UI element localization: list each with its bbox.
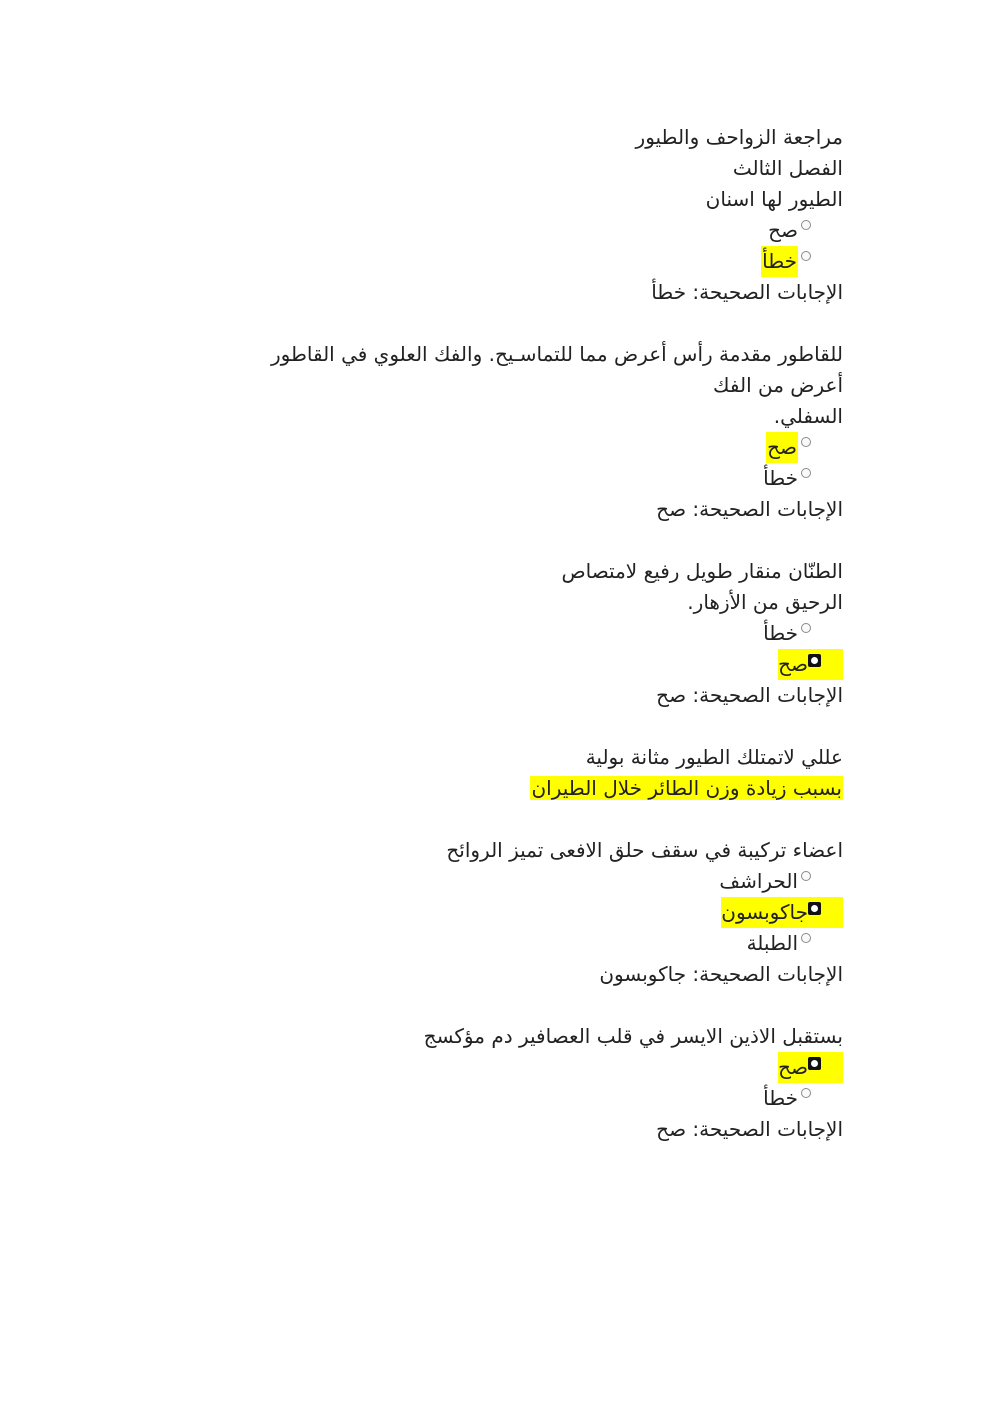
selected-option-highlight	[778, 649, 843, 680]
correct-answer: الإجابات الصحيحة: جاكوبسون	[599, 962, 843, 986]
question-text: السفلي.	[773, 404, 843, 428]
question-text: للقاطور مقدمة رأس أعرض مما للتماسـيح. والفك العلوي في القاطور	[270, 342, 843, 366]
radio-icon[interactable]	[801, 437, 811, 447]
question-1	[143, 184, 843, 308]
radio-checked-icon[interactable]	[808, 1057, 821, 1070]
question-text: اعضاء تركيبة في سقف حلق الافعى تميز الروائح	[446, 838, 843, 862]
document-title: مراجعة الزواحف والطيور	[635, 125, 843, 149]
radio-icon[interactable]	[801, 468, 811, 478]
option-label: خطأ	[763, 621, 798, 645]
option-label: خطأ	[761, 246, 798, 277]
option-false[interactable]	[143, 1083, 843, 1114]
written-answer-text: بسبب زيادة وزن الطائر خلال الطيران	[531, 776, 842, 800]
question-5	[143, 835, 843, 990]
option-true[interactable]	[143, 1052, 843, 1083]
question-2	[143, 339, 843, 525]
option-label: خطأ	[763, 466, 798, 490]
option-jacobson[interactable]	[143, 897, 843, 928]
correct-answer: الإجابات الصحيحة: خطأ	[651, 280, 843, 304]
radio-icon[interactable]	[801, 1088, 811, 1098]
chapter-title: الفصل الثالث	[732, 156, 843, 180]
option-label: صح	[778, 652, 808, 676]
option-true[interactable]	[143, 649, 843, 680]
option-label: صح	[768, 218, 798, 242]
option-scales[interactable]	[143, 866, 843, 897]
question-text: بستقبل الاذين الايسر في قلب العصافير دم مؤكسج	[423, 1024, 843, 1048]
option-true[interactable]	[143, 432, 843, 463]
option-label: صح	[766, 432, 798, 463]
correct-answer: الإجابات الصحيحة: صح	[656, 497, 843, 521]
written-answer	[143, 773, 843, 804]
option-label: صح	[778, 1055, 808, 1079]
question-text: الطيور لها اسنان	[705, 187, 843, 211]
option-false[interactable]	[143, 618, 843, 649]
question-4	[143, 742, 843, 804]
radio-icon[interactable]	[801, 871, 811, 881]
question-3	[143, 556, 843, 711]
radio-icon[interactable]	[801, 220, 811, 230]
document-page	[143, 122, 843, 1145]
radio-icon[interactable]	[801, 251, 811, 261]
selected-option-highlight	[778, 1052, 843, 1083]
option-label: خطأ	[763, 1086, 798, 1110]
radio-checked-icon[interactable]	[808, 654, 821, 667]
option-eardrum[interactable]	[143, 928, 843, 959]
question-text: عللي لاتمتلك الطيور مثانة بولية	[585, 745, 843, 769]
option-false[interactable]	[143, 246, 843, 277]
radio-icon[interactable]	[801, 933, 811, 943]
correct-answer: الإجابات الصحيحة: صح	[656, 1117, 843, 1141]
question-text: أعرض من الفك	[713, 373, 843, 397]
option-false[interactable]	[143, 463, 843, 494]
question-text: الطنّان منقار طويل رفيع لامتصاص	[561, 559, 843, 583]
option-label: جاكوبسون	[721, 900, 808, 924]
question-text: الرحيق من الأزهار.	[687, 590, 843, 614]
option-label: الحراشف	[719, 869, 798, 893]
radio-icon[interactable]	[801, 623, 811, 633]
selected-option-highlight	[721, 897, 843, 928]
question-6	[143, 1021, 843, 1145]
radio-checked-icon[interactable]	[808, 902, 821, 915]
correct-answer: الإجابات الصحيحة: صح	[656, 683, 843, 707]
option-true[interactable]	[143, 215, 843, 246]
option-label: الطبلة	[746, 931, 798, 955]
